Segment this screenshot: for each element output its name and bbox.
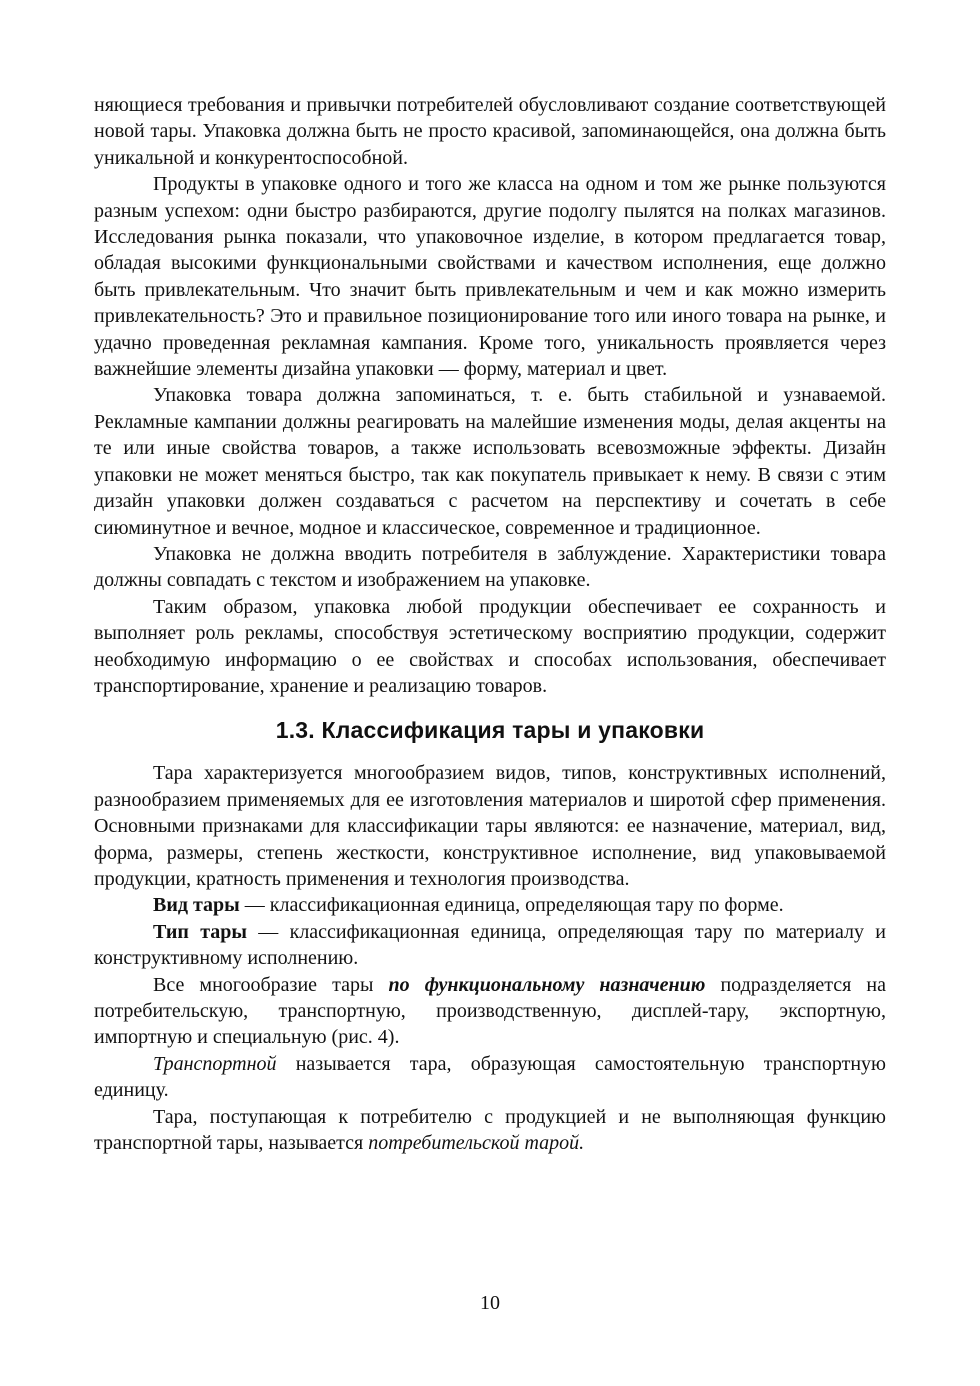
paragraph-no-misleading: Упаковка не должна вводить потребителя в заблуждение. Характеристики товара должны совпадать с текстом и изображением на упаковке. bbox=[94, 542, 886, 592]
functional-before: Все многообразие тары bbox=[153, 973, 389, 996]
paragraph-functional-purpose bbox=[94, 972, 886, 1051]
functional-emphasis: по функциональному назначению bbox=[388, 973, 706, 996]
paragraph-memorability: Упаковка товара должна запоминаться, т. е. быть стабильной и узнаваемой. Рекламные кампании должны реагировать на малейшие изменения моды, делая акценты на те или иные свойства товаров, а также использовать всевозможные эффекты. Дизайн упаковки не может меняться быстро, так как покупатель привыкает к нему. В связи с этим дизайн упаковки должен создаваться с расчетом на перспективу и сочетать в себе сиюминутное и вечное, модное и классическое, современное и традиционное. bbox=[94, 384, 886, 539]
paragraph-summary: Таким образом, упаковка любой продукции обеспечивает ее сохранность и выполняет роль рекламы, способствуя эстетическому восприятию продукции, содержит необходимую информацию о ее свойствах и способах использования, обеспечивает транспортирование, хранение и реализацию товаров. bbox=[94, 595, 886, 697]
consumer-text: Тара, поступающая к потребителю с продукцией и не выполняющая функцию транспортной тары, называется bbox=[94, 1105, 886, 1155]
paragraph-attractiveness: Продукты в упаковке одного и того же класса на одном и том же рынке пользуются разным успехом: одни быстро разбираются, другие подолгу пылятся на полках магазинов. Исследования рынка показали, что упаковочное изделие, в котором предлагается товар, обладая высокими функциональными свойствами и качеством исполнения, еще должно быть привлекательным. Что значит быть привлекательным и чем и как можно измерить привлекательность? Это и правильное позиционирование того или иного товара на рынке, и удачно проведенная рекламная кампания. Кроме того, уникальность проявляется через важнейшие элементы дизайна упаковки — форму, материал и цвет. bbox=[94, 173, 886, 381]
definition-tip-text: — классификационная единица, определяющая тару по материалу и конструктивному исполнению. bbox=[94, 920, 886, 970]
transport-text: называется тара, образующая самостоятельную транспортную единицу. bbox=[94, 1052, 886, 1102]
definition-vid-text: — классификационная единица, определяющая тару по форме. bbox=[239, 894, 784, 917]
term-consumer: потребительской тарой. bbox=[368, 1132, 585, 1155]
paragraph-transport-tara bbox=[94, 1051, 886, 1104]
section-heading: 1.3. Классификация тары и упаковки bbox=[275, 717, 705, 744]
paragraph-classification-intro: Тара характеризуется многообразием видов, типов, конструктивных исполнений, разнообразием применяемых для ее изготовления материалов и широтой сфер применения. Основными признаками для классификации тары являются: ее назначение, материал, вид, форма, размеры, степень жесткости, конструктивное исполнение, вид упаковываемой продукции, кратность применения и технология производства. bbox=[94, 762, 886, 890]
paragraph-continuation: няющиеся требования и привычки потребителей обусловливают создание соответствующей новой тары. Упаковка должна быть не просто красивой, запоминающейся, она должна быть уникальной и конкурентоспособной. bbox=[94, 94, 886, 169]
term-vid-tary: Вид тары bbox=[153, 894, 240, 917]
page-number: 10 bbox=[480, 1292, 500, 1314]
functional-after: подразделяется на потребительскую, транспортную, производственную, дисплей-тару, экспортную, импортную и специальную (рис. 4). bbox=[94, 973, 887, 1049]
term-tip-tary: Тип тары bbox=[153, 920, 247, 943]
page-body bbox=[94, 92, 886, 1156]
definition-tip-tary bbox=[94, 919, 886, 972]
definition-vid-tary bbox=[94, 892, 886, 918]
paragraph-consumer-tara bbox=[94, 1104, 886, 1157]
term-transport: Транспортной bbox=[153, 1052, 277, 1075]
